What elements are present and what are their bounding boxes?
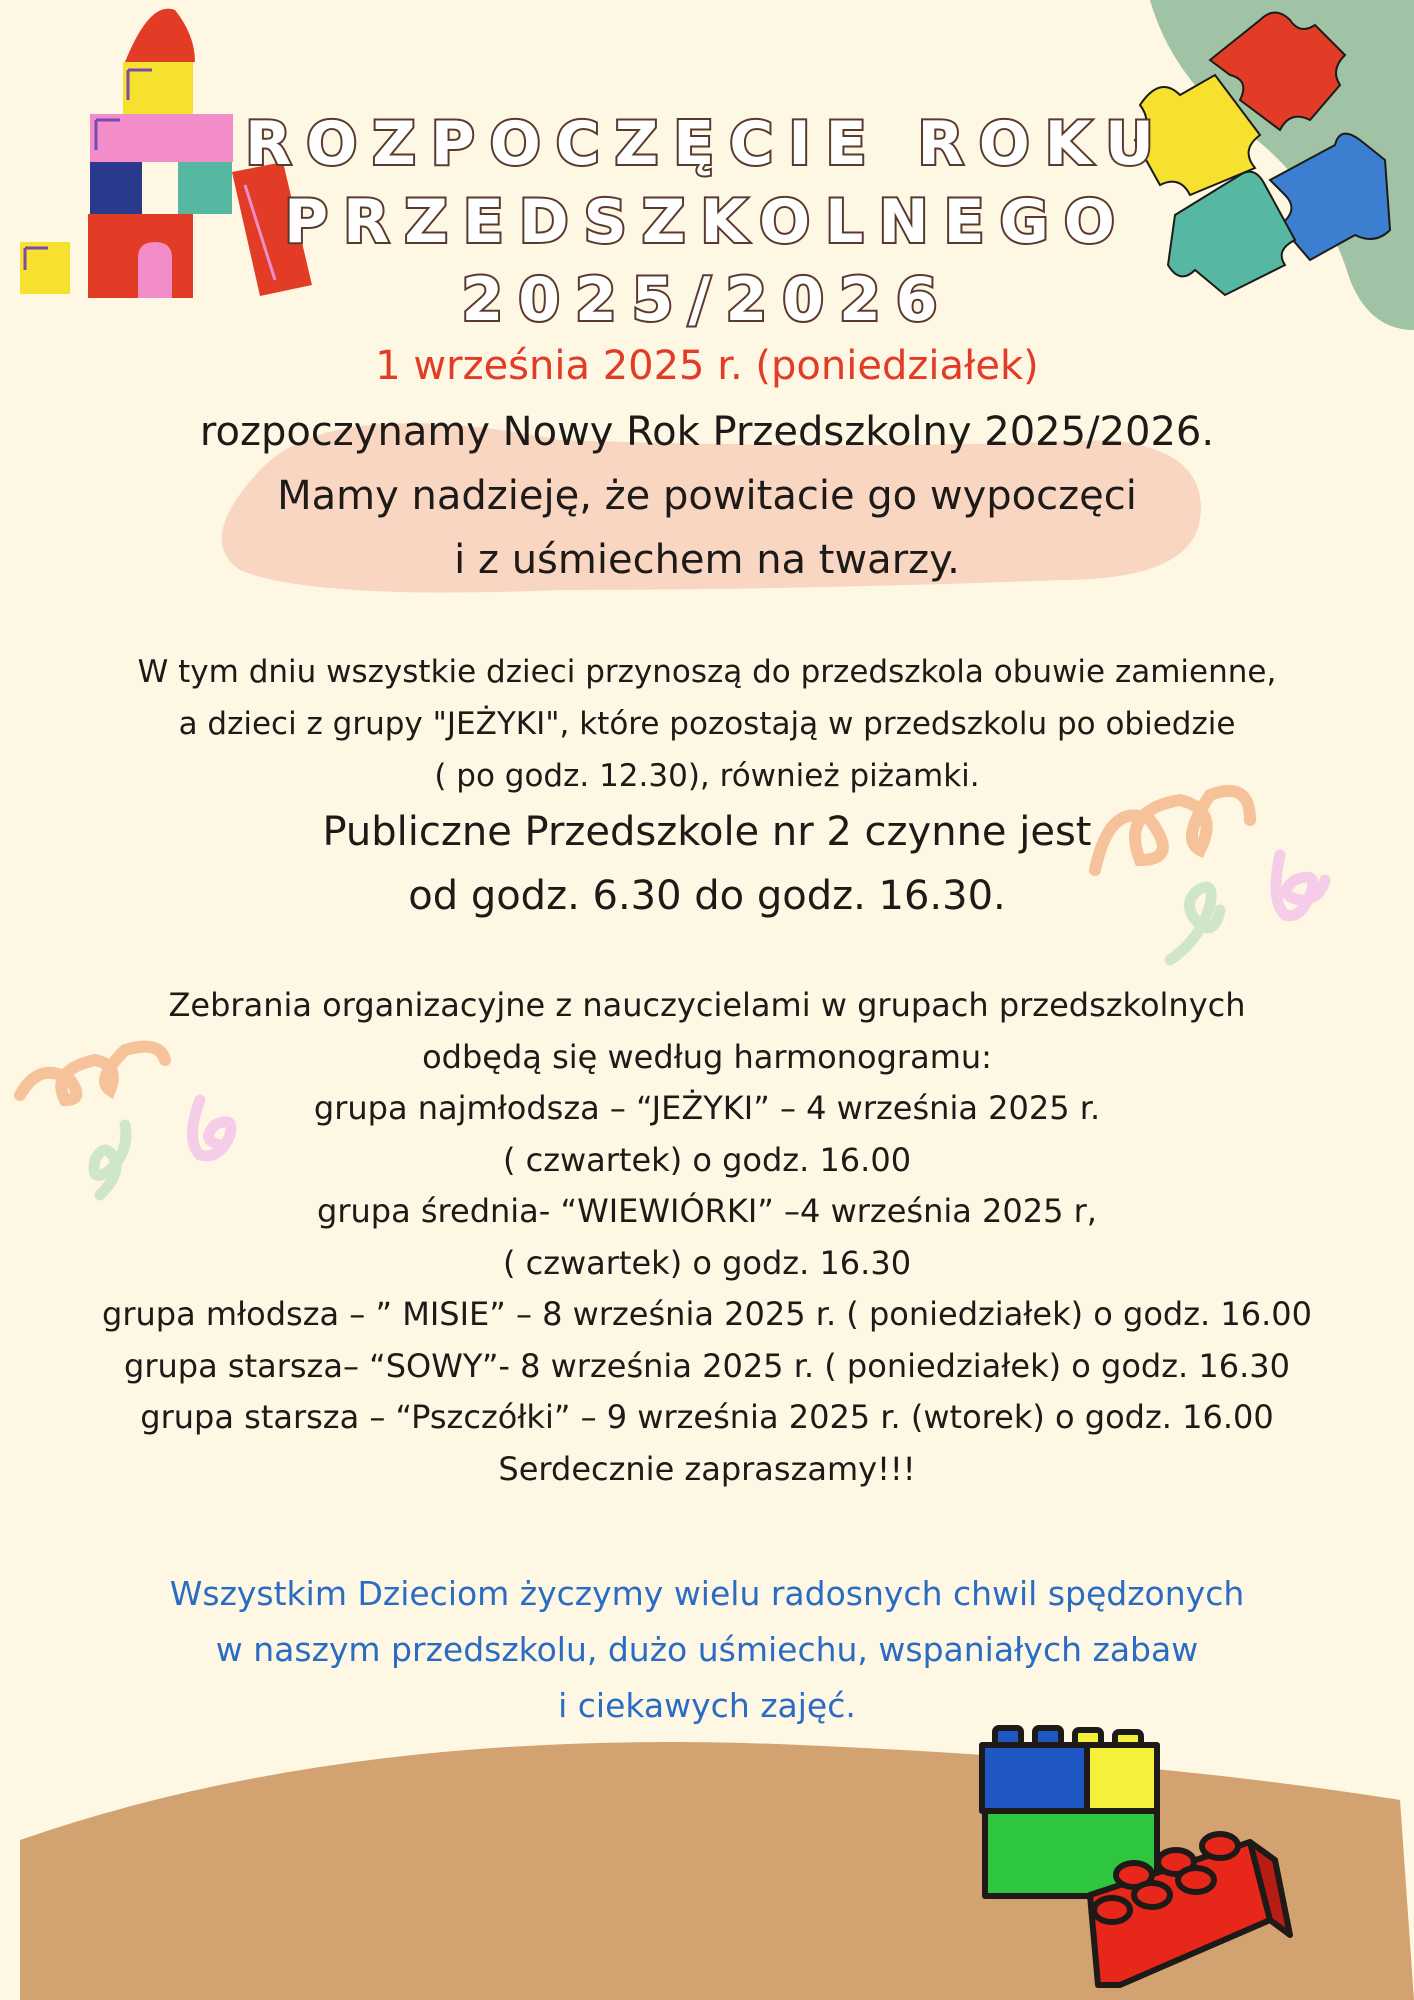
wishes-line: Wszystkim Dzieciom życzymy wielu radosnych chwil spędzonych bbox=[169, 1574, 1245, 1613]
meetings-line: odbędą się według harmonogramu: bbox=[422, 1037, 992, 1076]
title-line: PRZEDSZKOLNEGO bbox=[284, 187, 1130, 257]
intro-line: rozpoczynamy Nowy Rok Przedszkolny 2025/2026. bbox=[199, 409, 1215, 455]
opening-hours bbox=[0, 800, 1414, 928]
title-line: ROZPOCZĘCIE ROKU bbox=[245, 109, 1169, 179]
meetings-line: Zebrania organizacyjne z nauczycielami w grupach przedszkolnych bbox=[168, 986, 1246, 1024]
page-title bbox=[0, 105, 1414, 339]
meetings-schedule bbox=[0, 980, 1414, 1495]
info-line: a dzieci z grupy "JEŻYKI", które pozostają w przedszkolu po obiedzie bbox=[178, 706, 1236, 742]
wishes-text bbox=[0, 1566, 1414, 1734]
meetings-line: Serdecznie zapraszamy!!! bbox=[498, 1449, 916, 1488]
meetings-line: grupa młodsza – ” MISIE” – 8 września 2025 r. ( poniedziałek) o godz. 16.00 bbox=[102, 1295, 1312, 1333]
info-line: ( po godz. 12.30), również piżamki. bbox=[434, 758, 980, 794]
meetings-line: grupa starsza – “Pszczółki” – 9 września 2025 r. (wtorek) o godz. 16.00 bbox=[140, 1398, 1274, 1436]
intro-line: i z uśmiechem na twarzy. bbox=[454, 537, 960, 583]
meetings-line: ( czwartek) o godz. 16.30 bbox=[502, 1243, 912, 1282]
meetings-line: ( czwartek) o godz. 16.00 bbox=[502, 1140, 912, 1179]
title-line: 2025/2026 bbox=[461, 265, 953, 335]
wishes-line: i ciekawych zajęć. bbox=[558, 1686, 856, 1725]
meetings-line: grupa najmłodsza – “JEŻYKI” – 4 września 2025 r. bbox=[313, 1089, 1101, 1127]
start-date bbox=[0, 336, 1414, 396]
intro-text bbox=[0, 400, 1414, 592]
info-line: W tym dniu wszystkie dzieci przynoszą do przedszkola obuwie zamienne, bbox=[137, 654, 1277, 690]
intro-line: Mamy nadzieję, że powitacie go wypoczęci bbox=[277, 473, 1137, 519]
meetings-line: grupa średnia- “WIEWIÓRKI” –4 września 2025 r, bbox=[317, 1192, 1097, 1230]
hours-line: od godz. 6.30 do godz. 16.30. bbox=[408, 873, 1006, 919]
info-paragraph bbox=[0, 646, 1414, 802]
date-text: 1 września 2025 r. (poniedziałek) bbox=[375, 343, 1039, 389]
hours-line: Publiczne Przedszkole nr 2 czynne jest bbox=[322, 809, 1092, 855]
wishes-line: w naszym przedszkolu, dużo uśmiechu, wspaniałych zabaw bbox=[215, 1630, 1199, 1669]
meetings-line: grupa starsza– “SOWY”- 8 września 2025 r. ( poniedziałek) o godz. 16.30 bbox=[124, 1346, 1290, 1385]
